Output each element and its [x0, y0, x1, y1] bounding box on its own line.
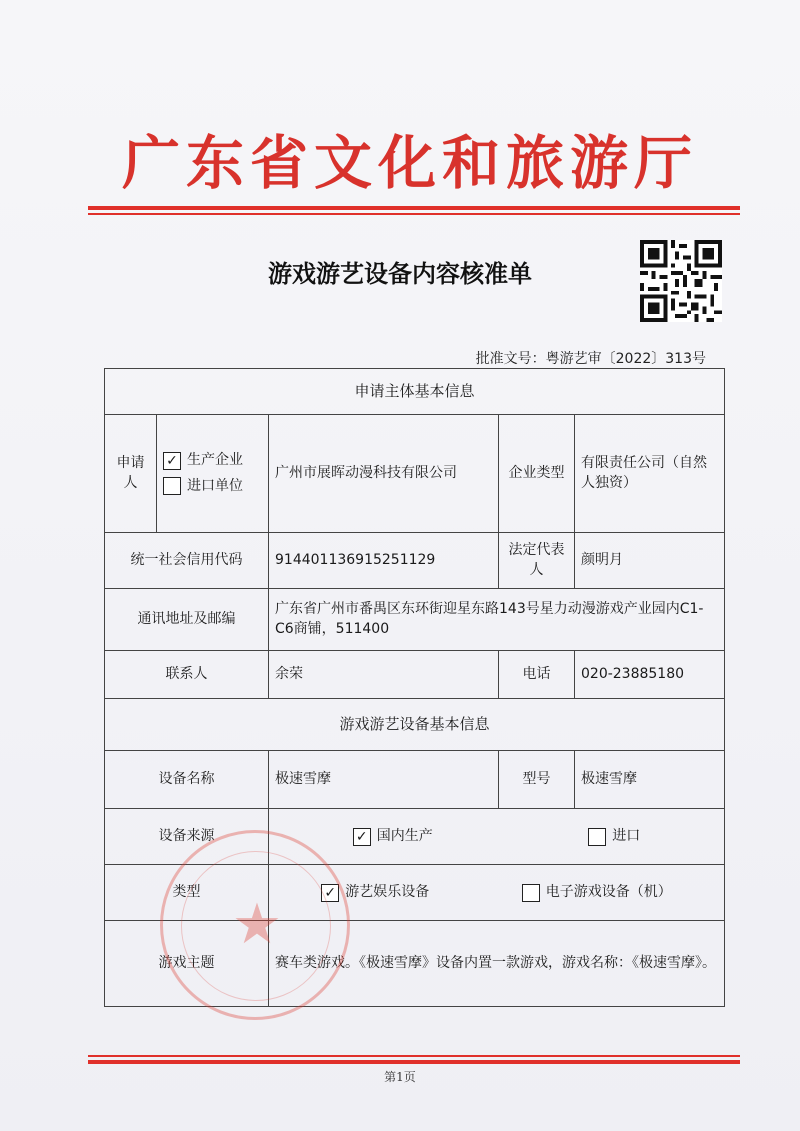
option-manufacturer-label: 生产企业: [187, 451, 243, 468]
device-type-label: 类型: [105, 865, 269, 921]
contact-value: 余荣: [269, 651, 499, 699]
footer-rule-thin: [88, 1055, 740, 1057]
company-type-label: 企业类型: [499, 415, 575, 533]
company-type-value: 有限责任公司（自然人独资）: [575, 415, 725, 533]
letterhead-rule-thin: [88, 213, 740, 215]
checkbox-amusement[interactable]: ✓: [321, 884, 339, 902]
issuer-letterhead: 广东省文化和旅游厅: [121, 129, 698, 197]
checkbox-import[interactable]: [588, 828, 606, 846]
phone-label: 电话: [499, 651, 575, 699]
seal-star-icon: ★: [231, 892, 283, 957]
option-manufacturer: [163, 451, 262, 471]
letterhead-rule-thick: [88, 206, 740, 210]
option-importer-label: 进口单位: [187, 477, 243, 494]
option-electronic-game-label: 电子游戏设备（机）: [545, 883, 672, 900]
device-name-label: 设备名称: [105, 751, 269, 809]
game-theme-label: 游戏主题: [105, 921, 269, 1007]
legal-rep-label: 法定代表人: [499, 533, 575, 589]
applicant-section-heading: 申请主体基本信息: [105, 369, 725, 415]
footer-rule-thick: [88, 1060, 740, 1064]
document-title: 游戏游艺设备内容核准单: [268, 260, 532, 288]
device-source-label: 设备来源: [105, 809, 269, 865]
qr-code-icon: [640, 240, 722, 322]
company-name: 广州市展晖动漫科技有限公司: [269, 415, 499, 533]
page-number: 第1页: [384, 1070, 416, 1084]
credit-code-label: 统一社会信用代码: [105, 533, 269, 589]
device-source-options: [269, 809, 725, 865]
credit-code-value: 914401136915251129: [269, 533, 499, 589]
phone-value: 020-23885180: [575, 651, 725, 699]
option-electronic-game: [522, 883, 672, 903]
option-import: [588, 827, 640, 847]
applicant-type-options: [157, 415, 269, 533]
model-value: 极速雪摩: [575, 751, 725, 809]
address-value: 广东省广州市番禺区东环街迎星东路143号星力动漫游戏产业园内C1-C6商铺，511400: [269, 589, 725, 651]
legal-rep-value: 颜明月: [575, 533, 725, 589]
option-import-label: 进口: [612, 827, 641, 844]
device-name-value: 极速雪摩: [269, 751, 499, 809]
option-domestic-label: 国内生产: [376, 827, 433, 844]
applicant-label: 申请人: [105, 415, 157, 533]
official-seal-stamp: [160, 830, 350, 1020]
checkbox-domestic[interactable]: ✓: [353, 828, 371, 846]
option-amusement-label: 游艺娱乐设备: [345, 883, 430, 900]
device-section-heading: 游戏游艺设备基本信息: [105, 699, 725, 751]
approval-number: 批准文号：粤游艺审〔2022〕313号: [475, 351, 706, 367]
checkbox-manufacturer[interactable]: ✓: [163, 452, 181, 470]
game-theme-value: 赛车类游戏。《极速雪摩》设备内置一款游戏，游戏名称：《极速雪摩》。: [269, 921, 725, 1007]
address-label: 通讯地址及邮编: [105, 589, 269, 651]
option-importer: [163, 477, 262, 497]
contact-label: 联系人: [105, 651, 269, 699]
checkbox-importer[interactable]: [163, 477, 181, 495]
checkbox-electronic-game[interactable]: [522, 884, 540, 902]
option-domestic: [353, 827, 433, 847]
model-label: 型号: [499, 751, 575, 809]
